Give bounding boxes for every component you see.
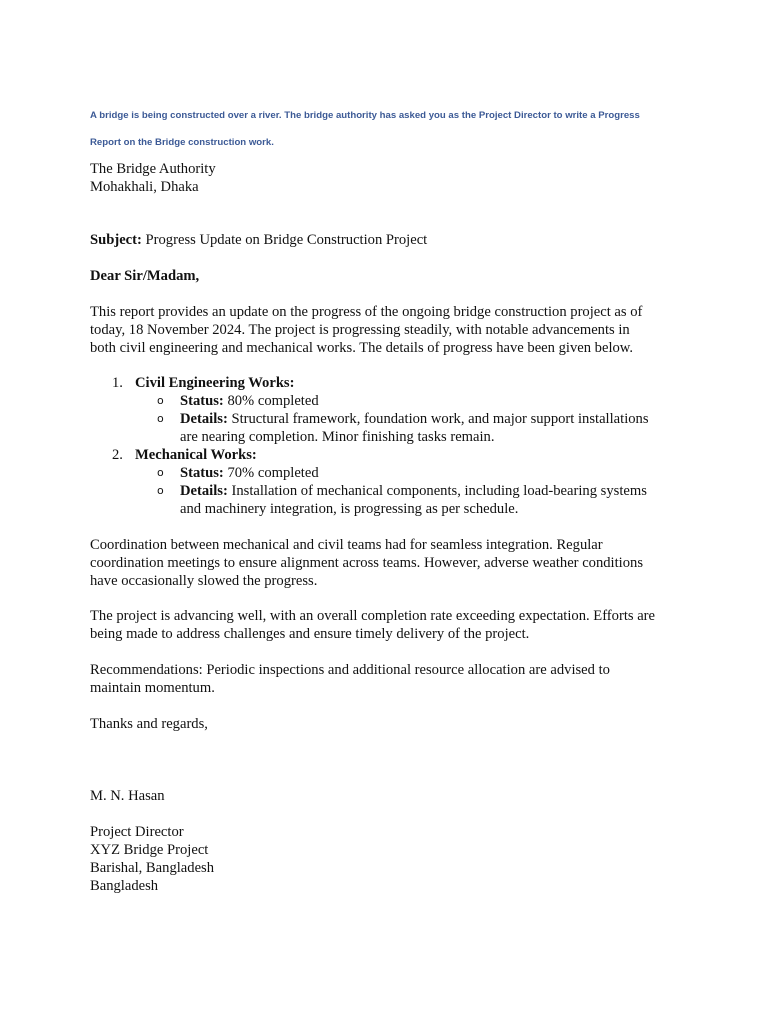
paragraph-line: Coordination between mechanical and civil teams had for seamless integration. Regular — [90, 537, 603, 553]
recipient-address — [90, 160, 690, 196]
list-item-title: Civil Engineering Works: — [135, 375, 295, 391]
details-text: are nearing completion. Minor finishing tasks remain. — [180, 429, 495, 445]
details-text: Installation of mechanical components, including load-bearing systems — [227, 483, 647, 499]
designation-city: Barishal, Bangladesh — [90, 860, 215, 876]
subject-text: Progress Update on Bridge Construction Project — [141, 232, 428, 248]
designation-block — [90, 823, 690, 895]
paragraph-line: being made to address challenges and ensure timely delivery of the project. — [90, 626, 530, 642]
prompt-line-2: Report on the Bridge construction work. — [90, 137, 274, 148]
sub-item-status — [90, 464, 690, 482]
recommendations-paragraph — [90, 661, 690, 697]
circle-bullet-icon: o — [157, 466, 164, 479]
recipient-name: The Bridge Authority — [90, 161, 216, 177]
intro-line: both civil engineering and mechanical works. The details of progress have been given below. — [90, 340, 634, 356]
list-item-title: Mechanical Works: — [135, 447, 257, 463]
subject-line — [90, 231, 690, 249]
circle-bullet-icon: o — [157, 484, 164, 497]
summary-paragraph — [90, 607, 690, 643]
recipient-location: Mohakhali, Dhaka — [90, 179, 199, 195]
sub-item-details — [90, 482, 690, 518]
circle-bullet-icon: o — [157, 394, 164, 407]
details-text: and machinery integration, is progressing as per schedule. — [180, 501, 519, 517]
list-number: 1. — [112, 375, 123, 391]
list-item — [90, 374, 690, 392]
paragraph-line: maintain momentum. — [90, 680, 215, 696]
status-text: 80% completed — [223, 393, 319, 409]
designation-title: Project Director — [90, 824, 184, 840]
coordination-paragraph — [90, 536, 690, 590]
status-text: 70% completed — [223, 465, 319, 481]
list-number: 2. — [112, 447, 123, 463]
paragraph-line: coordination meetings to ensure alignment across teams. However, adverse weather conditions — [90, 555, 643, 571]
sub-item-details — [90, 410, 690, 446]
sub-item-status — [90, 392, 690, 410]
prompt-line-1: A bridge is being constructed over a river. The bridge authority has asked you as the Project Director to write a Progress — [90, 110, 640, 121]
closing-text: Thanks and regards, — [90, 716, 208, 732]
intro-line: today, 18 November 2024. The project is progressing steadily, with notable advancements in — [90, 322, 630, 338]
designation-country: Bangladesh — [90, 878, 159, 894]
salutation-text: Dear Sir/Madam, — [90, 268, 200, 284]
paragraph-line: The project is advancing well, with an overall completion rate exceeding expectation. Efforts are — [90, 608, 656, 624]
closing — [90, 715, 690, 733]
salutation — [90, 267, 690, 285]
paragraph-line: Recommendations: Periodic inspections and additional resource allocation are advised to — [90, 662, 610, 678]
list-item — [90, 446, 690, 464]
status-label: Status: — [180, 465, 224, 481]
designation-organization: XYZ Bridge Project — [90, 842, 209, 858]
works-list — [90, 374, 690, 518]
circle-bullet-icon: o — [157, 412, 164, 425]
subject-label: Subject: — [90, 232, 142, 248]
signatory — [90, 787, 690, 805]
paragraph-line: have occasionally slowed the progress. — [90, 573, 318, 589]
details-label: Details: — [180, 483, 228, 499]
status-label: Status: — [180, 393, 224, 409]
intro-paragraph — [90, 303, 690, 357]
details-label: Details: — [180, 411, 228, 427]
signatory-name: M. N. Hasan — [90, 788, 165, 804]
details-text: Structural framework, foundation work, and major support installations — [227, 411, 649, 427]
intro-line: This report provides an update on the progress of the ongoing bridge construction project as of — [90, 304, 643, 320]
